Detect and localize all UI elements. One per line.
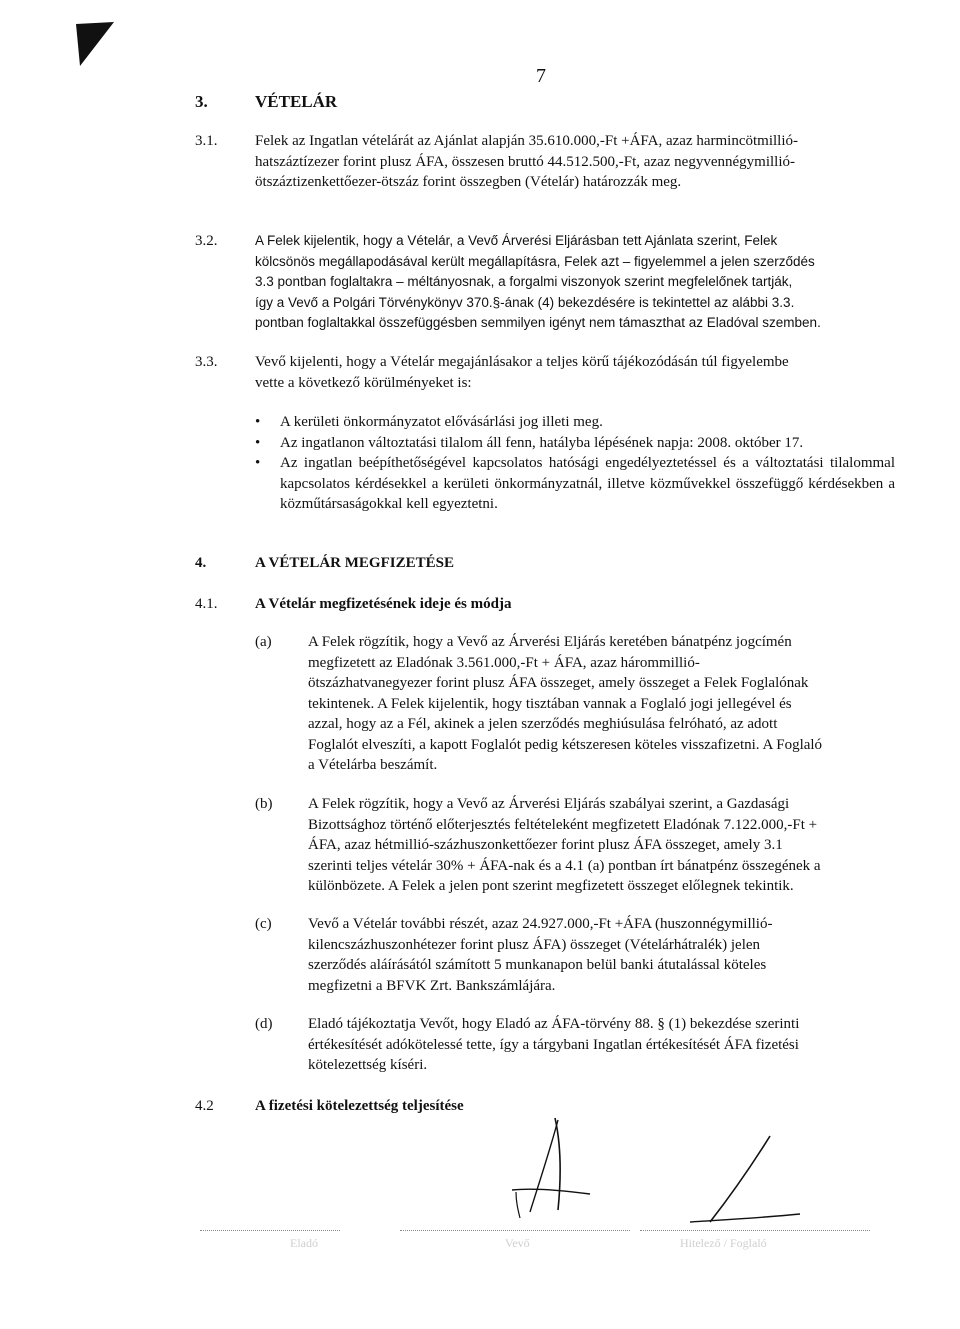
para-line: ÁFA, azaz hétmillió-százhuszonkettőezer forint plusz ÁFA összeget, amely 3.1 bbox=[308, 837, 783, 853]
item-d-text bbox=[308, 1014, 868, 1076]
para-3-1 bbox=[255, 131, 895, 193]
para-4-2-title: A fizetési kötelezettség teljesítése bbox=[255, 1098, 464, 1114]
bullet-icon: • bbox=[255, 414, 261, 430]
item-c-label: (c) bbox=[255, 916, 272, 932]
signature-caption: Eladó bbox=[290, 1236, 318, 1250]
para-line: kötelezettség kíséri. bbox=[308, 1057, 428, 1073]
section-3-number: 3. bbox=[195, 92, 208, 111]
item-b-label: (b) bbox=[255, 796, 273, 812]
signature-line bbox=[640, 1230, 870, 1231]
para-line: 3.3 pontban foglaltakra – méltányosnak, a forgalmi viszonyok szerint megfelelőnek tartják, bbox=[255, 274, 793, 289]
para-line: szerződés aláírásától számított 5 munkanapon belül banki átutalással köteles bbox=[308, 957, 767, 973]
para-line: Foglalót elveszíti, a kapott Foglalót pedig kétszeresen köteles visszafizetni. A Foglaló bbox=[308, 736, 823, 753]
item-a-text bbox=[308, 632, 868, 776]
para-3-2-number: 3.2. bbox=[195, 233, 218, 249]
para-line: azzal, hogy az a Fél, akinek a jelen szerződés meghiúsulása felróható, az adott bbox=[308, 716, 778, 732]
para-line: hatszáztízezer forint plusz ÁFA, összesen bruttó 44.512.500,-Ft, azaz negyvennégymillió- bbox=[255, 153, 795, 170]
conditions-list bbox=[255, 412, 895, 515]
para-line: vette a következő körülményeket is: bbox=[255, 374, 472, 391]
para-line: megfizetett az Eladónak 3.561.000,-Ft + ÁFA, azaz hárommillió- bbox=[308, 654, 700, 671]
para-line: A Felek kijelentik, hogy a Vételár, a Vevő Árverési Eljárásban tett Ajánlata szerint, Felek bbox=[255, 233, 778, 248]
item-a-label: (a) bbox=[255, 634, 272, 650]
para-line: megfizetni a BFVK Zrt. Bankszámlájára. bbox=[308, 977, 556, 994]
item-c-text bbox=[308, 914, 868, 996]
bullet-icon: • bbox=[255, 434, 261, 451]
section-4-title: A VÉTELÁR MEGFIZETÉSE bbox=[255, 555, 454, 571]
list-item-text: Az ingatlanon változtatási tilalom áll fenn, hatályba lépésének napja: 2008. október 17. bbox=[280, 434, 804, 451]
para-4-1-title: A Vételár megfizetésének ideje és módja bbox=[255, 596, 512, 612]
item-d-label: (d) bbox=[255, 1016, 273, 1032]
para-line: különbözete. A Felek a jelen pont szerint megfizetett összeget előlegnek tekintik. bbox=[308, 878, 794, 894]
para-line: szerinti teljes vételár 30% + ÁFA-nak és a 4.1 (a) pontban írt bánatpénz összegének a bbox=[308, 857, 821, 874]
section-3-title: VÉTELÁR bbox=[255, 92, 338, 111]
list-item-text: Az ingatlan beépíthetőségével kapcsolatos hatósági engedélyeztetéssel és a változtatási tilalommal kapcsolatos kérdésekkel a kerületi önkormányzatnál, illetve közművekkel összefüggő kérdésekben a közműtársaságokkal kell egyeztetni. bbox=[280, 455, 895, 512]
para-line: kilencszázhuszonhétezer forint plusz ÁFA) összeget (Vételárhátralék) jelen bbox=[308, 936, 761, 953]
signature-line bbox=[200, 1230, 340, 1231]
para-line: a Vételárba beszámít. bbox=[308, 757, 438, 773]
list-item-text: A kerületi önkormányzatot elővásárlási jog illeti meg. bbox=[280, 414, 603, 430]
para-4-2-number: 4.2 bbox=[195, 1098, 214, 1114]
para-line: Vevő a Vételár további részét, azaz 24.927.000,-Ft +ÁFA (huszonnégymillió- bbox=[308, 916, 773, 932]
para-line: ötszáztizenkettőezer-ötszáz forint összegben (Vételár) határozzák meg. bbox=[255, 174, 682, 190]
para-line: pontban foglaltakkal összefüggésben semmilyen igényt nem támaszthat az Eladóval szemben. bbox=[255, 315, 821, 330]
para-3-3 bbox=[255, 352, 895, 393]
para-line: Bizottsághoz történő előterjesztés feltételeként megfizetett Eladónak 7.122.000,-Ft + bbox=[308, 816, 818, 833]
signature-caption: Hitelező / Foglaló bbox=[680, 1236, 767, 1250]
section-4-number: 4. bbox=[195, 555, 207, 571]
signature-icon bbox=[660, 1130, 810, 1230]
para-line: A Felek rögzítik, hogy a Vevő az Árverési Eljárás szabályai szerint, a Gazdasági bbox=[308, 796, 790, 812]
para-line: kölcsönös megállapodásával került megállapításra, Felek azt – figyelemmel a jelen szerződés bbox=[255, 253, 815, 269]
list-item bbox=[255, 412, 895, 433]
bullet-icon: • bbox=[255, 455, 261, 471]
list-item bbox=[255, 453, 895, 515]
list-item bbox=[255, 433, 895, 454]
para-line: így a Vevő a Polgári Törvénykönyv 370.§-ának (4) bekezdésére is tekintettel az alábbi 3.3. bbox=[255, 294, 795, 310]
signature-initials-icon bbox=[500, 1110, 620, 1230]
corner-scan-mark bbox=[70, 18, 120, 73]
para-line: Eladó tájékoztatja Vevőt, hogy Eladó az ÁFA-törvény 88. § (1) bekezdése szerinti bbox=[308, 1016, 800, 1032]
para-4-1-number: 4.1. bbox=[195, 596, 218, 612]
para-3-2 bbox=[255, 231, 895, 334]
para-3-3-number: 3.3. bbox=[195, 354, 218, 370]
item-b-text bbox=[308, 794, 868, 897]
signature-line bbox=[400, 1230, 630, 1231]
para-line: tekintenek. A Felek kijelentik, hogy tisztában vannak a Foglaló jogi jellegével és bbox=[308, 695, 792, 712]
para-line: Vevő kijelenti, hogy a Vételár megajánlásakor a teljes körű tájékozódásán túl figyelembe bbox=[255, 354, 789, 370]
para-line: Felek az Ingatlan vételárát az Ajánlat alapján 35.610.000,-Ft +ÁFA, azaz harmincötmillió- bbox=[255, 133, 798, 149]
para-3-1-number: 3.1. bbox=[195, 133, 218, 149]
para-line: értékesítését adókötelessé tette, így a tárgybani Ingatlan értékesítését ÁFA fizetési bbox=[308, 1036, 799, 1053]
para-line: ötszázhatvanegyezer forint plusz ÁFA összeget, amely összeget a Felek Foglalónak bbox=[308, 675, 809, 691]
signature-caption: Vevő bbox=[505, 1236, 530, 1250]
para-line: A Felek rögzítik, hogy a Vevő az Árverési Eljárás keretében bánatpénz jogcímén bbox=[308, 634, 792, 650]
page-number: 7 bbox=[536, 65, 546, 87]
